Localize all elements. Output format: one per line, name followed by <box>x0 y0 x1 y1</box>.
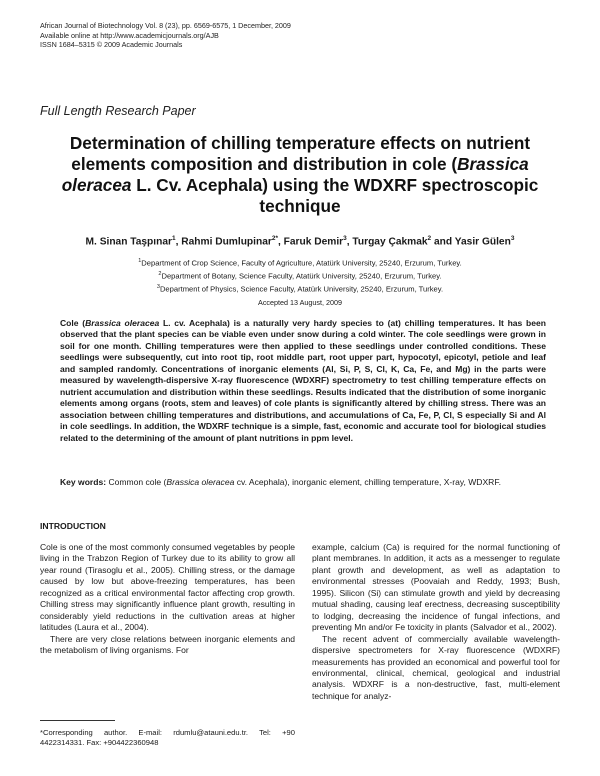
author-affiliation-marker: 3 <box>510 235 515 242</box>
footnote-divider <box>40 720 115 721</box>
author-affiliation-marker: 2* <box>271 235 278 242</box>
affiliation-list <box>40 256 560 295</box>
journal-citation: African Journal of Biotechnology Vol. 8 (23), pp. 6569-6575, 1 December, 2009 <box>40 21 291 30</box>
abstract-species-name: Brassica oleracea <box>85 318 160 328</box>
journal-header <box>40 21 291 50</box>
journal-availability: Available online at http://www.academicjournals.org/AJB <box>40 30 219 40</box>
abstract: Cole (Brassica oleracea L. cv. Acephala) is a naturally very hardy species to (at) chilling temperatures. It has been observed that the plant species can be viable even under snow during a cold winter. The cole seedlings were grown in soil for one month. Chilling temperatures were then applied to these seedlings under controlled conditions. These seedlings were subsequently, cut into root tip, root middle part, root upper part, hypocotyl, epicotyl, petiole and leaf and sampled randomly. Concentrations of inorganic elements (Al, Si, P, S, Cl, K, Ca, Fe, and Mg) in the parts were measured by wavelength-dispersive X-ray fluorescence (WDXRF) spectrometry to test chilling temperature effects on nutrient accumulation and distribution within these seedlings. Results indicated that the distribution of some inorganic elements among organs (roots, stem and leaves) of cole plants is significantly altered by chilling stress. There was an association between chilling temperatures and distributions, and accumulations of Ca, Fe, P, Cl, S especially Si and Al in cole seedlings. In addition, the WDXRF technique is a simple, fast, economic and accurate tool for biological studies related to the determining of the amount of plant nutritions in ppm level. <box>60 318 546 443</box>
affiliation-line: $^3$Department of Physics, Science Faculty, Atatürk University, 25240, Erzurum, Turkey. <box>156 284 444 294</box>
paper-title <box>40 133 560 217</box>
author-affiliation-marker: 1 <box>171 235 176 242</box>
author: M. Sinan Taşpınar <box>85 236 172 248</box>
paper-type-label: Full Length Research Paper <box>40 104 196 118</box>
corresponding-author-footnote: *Corresponding author. E-mail: rdumlu@atauni.edu.tr. Tel: +90 4422314331. Fax: +904422360948 <box>40 728 295 748</box>
author-affiliation-marker: 2 <box>427 235 432 242</box>
paragraph: The recent advent of commercially available wavelength-dispersive spectrometers for X-ray fluorescence (WDXRF) measurements has provided an economical and powerful tool for environmental, clinical, chemical, geological and industrial analysis. WDXRF is a non-destructive, fast, multi-element technique for analyz- <box>312 633 560 701</box>
right-column <box>312 542 560 702</box>
paragraph: There are very close relations between inorganic elements and the metabolism of living organisms. For <box>40 633 295 656</box>
author: Faruk Demir <box>283 236 344 248</box>
author-affiliation-marker: 3 <box>343 235 347 242</box>
keywords-label: Key words: <box>60 477 107 487</box>
affiliation-line: $^1$Department of Crop Science, Faculty of Agriculture, Atatürk University, 25240, Erzurum, Turkey. <box>138 258 462 268</box>
title-part-2: L. Cv. Acephala) using the WDXRF spectroscopic technique <box>131 175 539 216</box>
author: Yasir Gülen <box>454 236 511 248</box>
paragraph: Cole is one of the most commonly consumed vegetables by people living in the Trabzon Region of Turkey due to its ability to grow all year round (Tirasoglu et al., 2005). Chilling stress, or the damage caused by low but above-freezing temperatures, has been recognized as a critical environmental factor affecting crop growth. Chilling stress may significantly influence plant growth, resulting in considerably yield reductions in the cultivation areas at higher latitudes (Laura et al., 2004). <box>40 542 295 633</box>
title-species-name: Brassica oleracea <box>61 154 529 195</box>
left-column <box>40 542 295 657</box>
author: Turgay Çakmak <box>352 236 428 248</box>
keywords: Key words: Common cole (Brassica oleracea cv. Acephala), inorganic element, chilling temperature, X-ray, WDXRF. <box>60 477 501 487</box>
affiliation-line: $^2$Department of Botany, Science Faculty, Atatürk University, 25240, Erzurum, Turkey. <box>158 271 442 281</box>
author: Rahmi Dumlupinar <box>181 236 272 248</box>
title-part-1: Determination of chilling temperature effects on nutrient elements composition and distribution in cole ( <box>69 133 531 174</box>
introduction-heading: INTRODUCTION <box>40 521 106 531</box>
accepted-date: Accepted 13 August, 2009 <box>258 298 342 307</box>
journal-issn: ISSN 1684–5315 © 2009 Academic Journals <box>40 40 183 50</box>
author-list: M. Sinan Taşpınar$^1$, Rahmi Dumlupinar$^{2*}$, Faruk Demir$^3$, Turgay Çakmak$^2$ and Yasir Gülen$^3$ <box>85 235 515 248</box>
paragraph: example, calcium (Ca) is required for the normal functioning of plant membranes. In addition, it acts as a messenger to regulate plant growth and development, as well as adaptation to environmental stresses (Poovaiah and Reddy, 1993; Bush, 1995). Silicon (Si) can stimulate growth and yield by decreasing mutual shading, causing leaf erectness, decreasing susceptibility to lodging, decreasing the incidence of fungal infections, and preventing Mn and/or Fe toxicity in plants (Salvador et al., 2002). <box>312 542 560 633</box>
